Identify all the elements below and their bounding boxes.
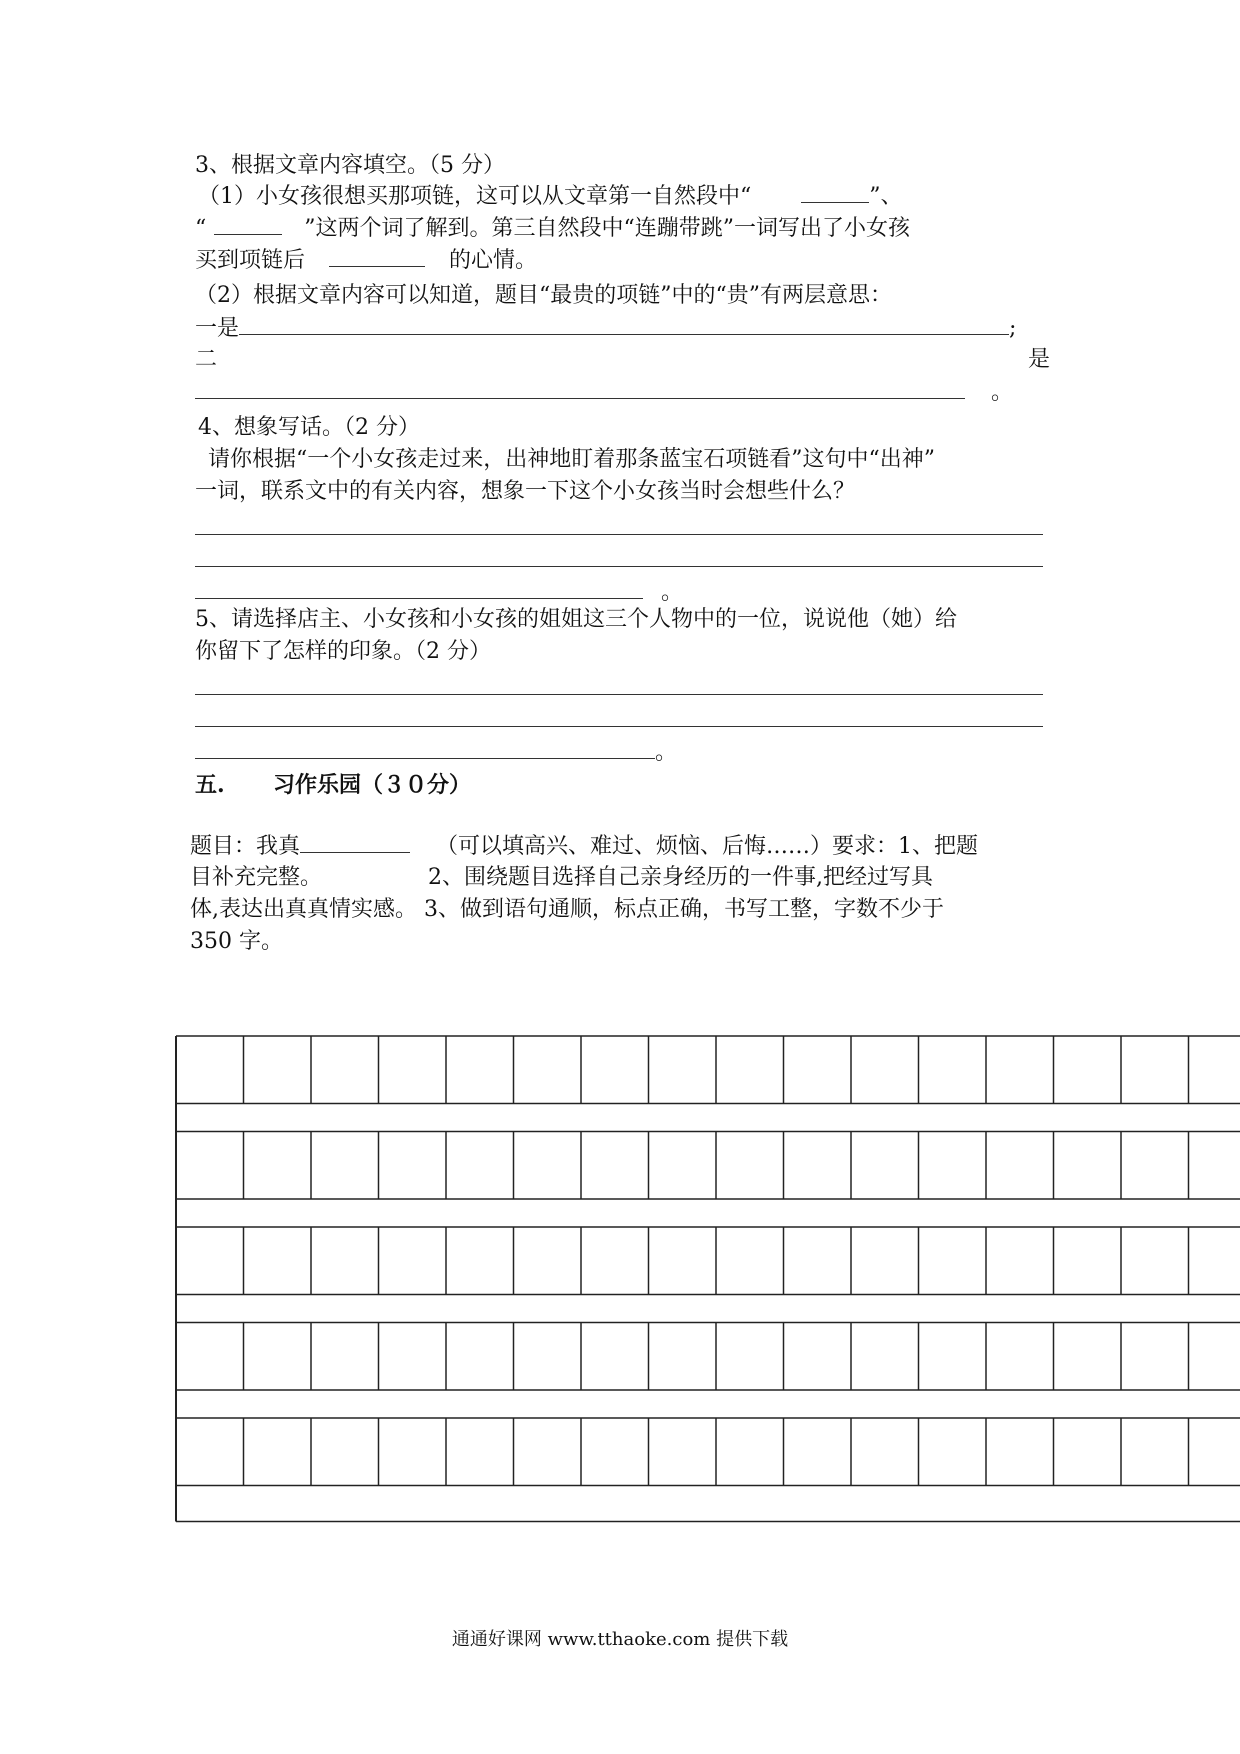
- q3-part2-one: 一是: [195, 316, 240, 341]
- q5-prompt-line2: 你留下了怎样的印象。（2 分）: [195, 639, 491, 664]
- q4-period: 。: [661, 580, 684, 605]
- section-number: 五.: [195, 772, 225, 798]
- q3-part1-text-d: ”这两个词了解到。第三自然段中“连蹦带跳”一词写出了小女孩: [304, 216, 910, 241]
- q3-part1-text-c: “: [195, 216, 207, 241]
- composition-line4: 350 字。: [190, 929, 283, 954]
- q5-period: 。: [655, 740, 678, 765]
- q4-title: 4、想象写话。（2 分）: [198, 415, 420, 440]
- composition-topic-label: 题目：我真: [190, 834, 301, 859]
- section-title: 习作乐园（３０分）: [273, 772, 472, 798]
- q3-part2-semicolon: ;: [1009, 316, 1017, 341]
- q4-prompt-line2: 一词，联系文中的有关内容，想象一下这个小女孩当时会想些什么？: [195, 479, 856, 504]
- page-footer: 通通好课网 www.tthaoke.com 提供下载: [451, 1629, 789, 1650]
- q3-part2-shi: 是: [1028, 347, 1051, 372]
- composition-requirements-b: 目补充完整。: [190, 865, 323, 890]
- q4-prompt-line1: 请你根据“一个小女孩走过来，出神地盯着那条蓝宝石项链看”这句中“出神”: [208, 447, 935, 472]
- q3-part2-two: 二: [195, 347, 218, 372]
- composition-line3: 体,表达出真真情实感。 3、做到语句通顺，标点正确，书写工整，字数不少于: [190, 897, 944, 922]
- composition-requirements-c: 2、围绕题目选择自己亲身经历的一件事,把经过写具: [428, 865, 934, 890]
- q3-part1-text-f: 的心情。: [449, 248, 538, 273]
- q3-part2-line: （2）根据文章内容可以知道，题目“最贵的项链”中的“贵”有两层意思：: [195, 283, 892, 308]
- q5-prompt-line1: 5、请选择店主、小女孩和小女孩的姐姐这三个人物中的一位，说说他（她）给: [195, 607, 957, 632]
- q3-part1-text-a: （1）小女孩很想买那项链，这可以从文章第一自然段中“: [198, 184, 752, 209]
- q3-part1-text-e: 买到项链后: [195, 248, 306, 273]
- composition-requirements-a: （可以填高兴、难过、烦恼、后悔……）要求：1、把题: [436, 834, 979, 859]
- q3-title: 3、根据文章内容填空。（5 分）: [195, 153, 505, 178]
- q3-part2-period: 。: [991, 380, 1014, 405]
- q3-part1-text-b: ”、: [869, 184, 903, 209]
